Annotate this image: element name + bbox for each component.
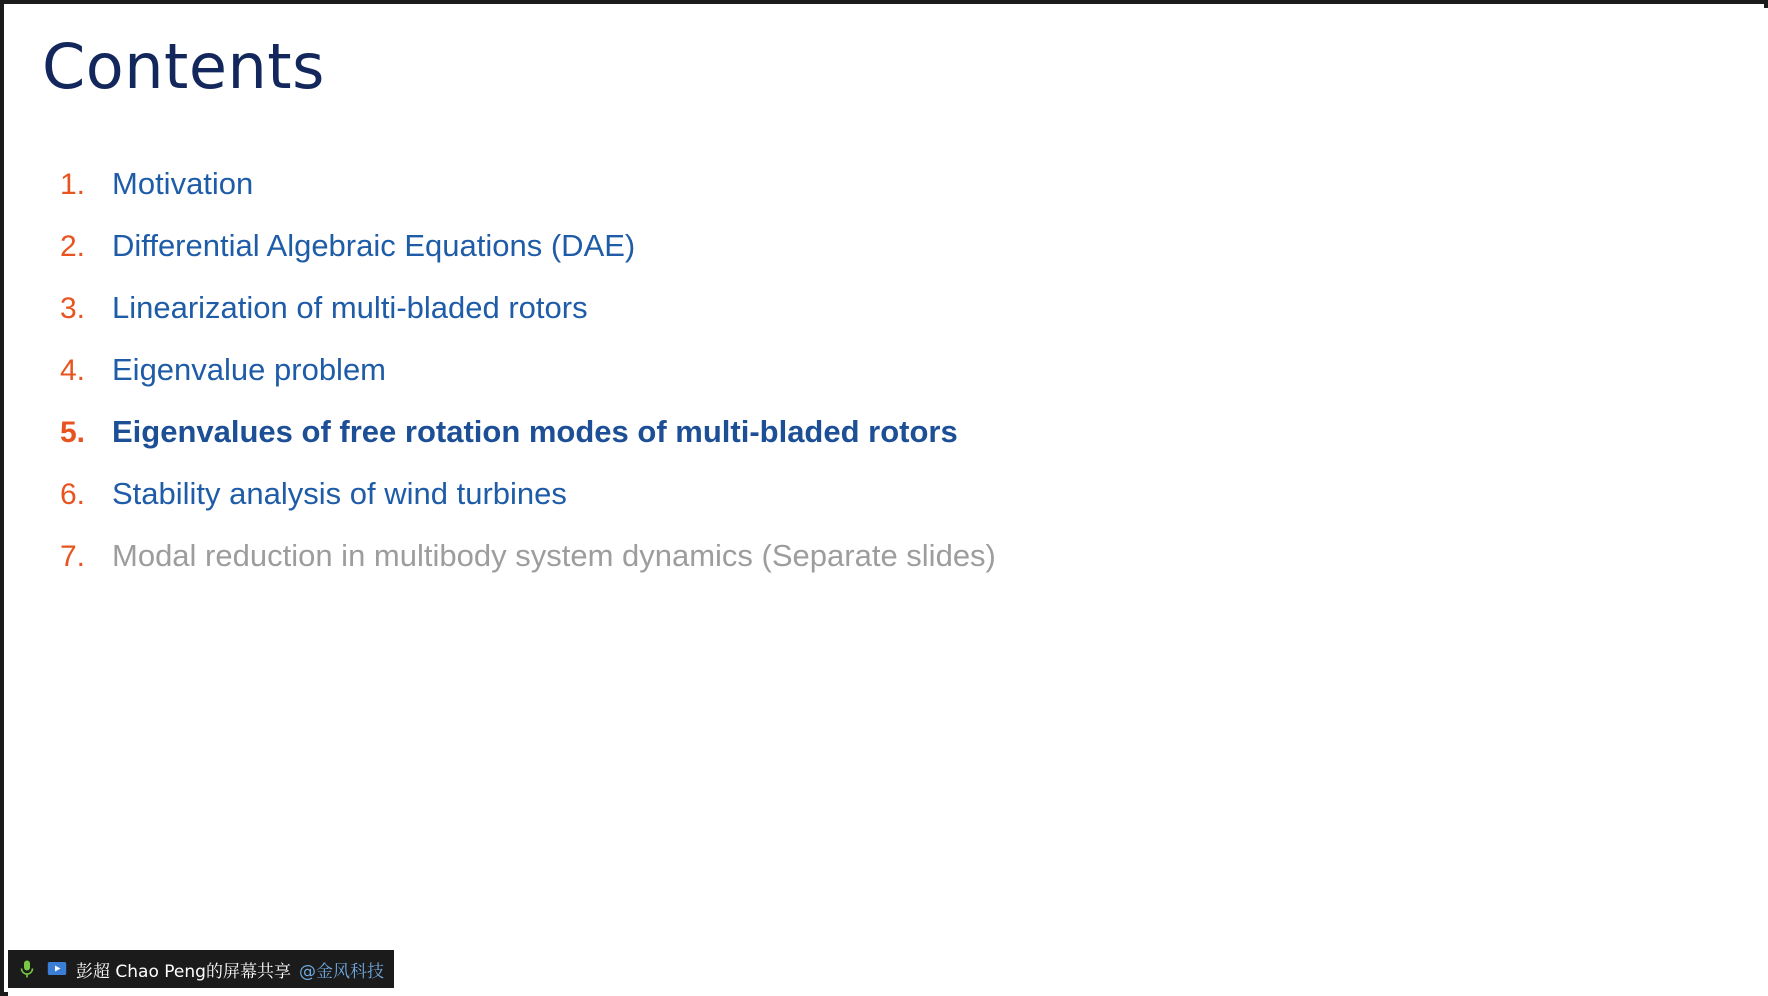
list-item[interactable] bbox=[42, 476, 1642, 538]
share-presenter-label: 彭超 Chao Peng的屏幕共享 bbox=[76, 961, 291, 982]
list-item-label: Linearization of multi-bladed rotors bbox=[112, 290, 588, 325]
list-item-number: 7. bbox=[60, 540, 86, 573]
list-item[interactable] bbox=[42, 166, 1642, 228]
list-item-number: 4. bbox=[60, 354, 86, 387]
screen-share-status-bar[interactable] bbox=[8, 950, 394, 988]
list-item-label: Eigenvalues of free rotation modes of multi-bladed rotors bbox=[112, 414, 958, 449]
page-title: Contents bbox=[42, 30, 325, 103]
list-item-label: Modal reduction in multibody system dynamics (Separate slides) bbox=[112, 538, 996, 573]
list-item-active[interactable] bbox=[42, 414, 1642, 476]
list-item-dimmed[interactable] bbox=[42, 538, 1642, 600]
screen-share-icon[interactable] bbox=[46, 958, 68, 980]
list-item[interactable] bbox=[42, 228, 1642, 290]
contents-list bbox=[42, 166, 1642, 600]
presentation-slide bbox=[8, 8, 1768, 996]
list-item-number: 6. bbox=[60, 478, 86, 511]
list-item-label: Eigenvalue problem bbox=[112, 352, 387, 387]
list-item-number: 2. bbox=[60, 230, 86, 263]
list-item-label: Motivation bbox=[112, 166, 254, 201]
share-company-label: @金风科技 bbox=[298, 961, 384, 982]
list-item-number: 3. bbox=[60, 292, 86, 325]
microphone-icon[interactable] bbox=[16, 958, 38, 980]
list-item-number: 5. bbox=[60, 416, 86, 449]
list-item[interactable] bbox=[42, 290, 1642, 352]
list-item-label: Stability analysis of wind turbines bbox=[112, 476, 567, 511]
list-item-label: Differential Algebraic Equations (DAE) bbox=[112, 228, 636, 263]
list-item[interactable] bbox=[42, 352, 1642, 414]
list-item-number: 1. bbox=[60, 168, 86, 201]
